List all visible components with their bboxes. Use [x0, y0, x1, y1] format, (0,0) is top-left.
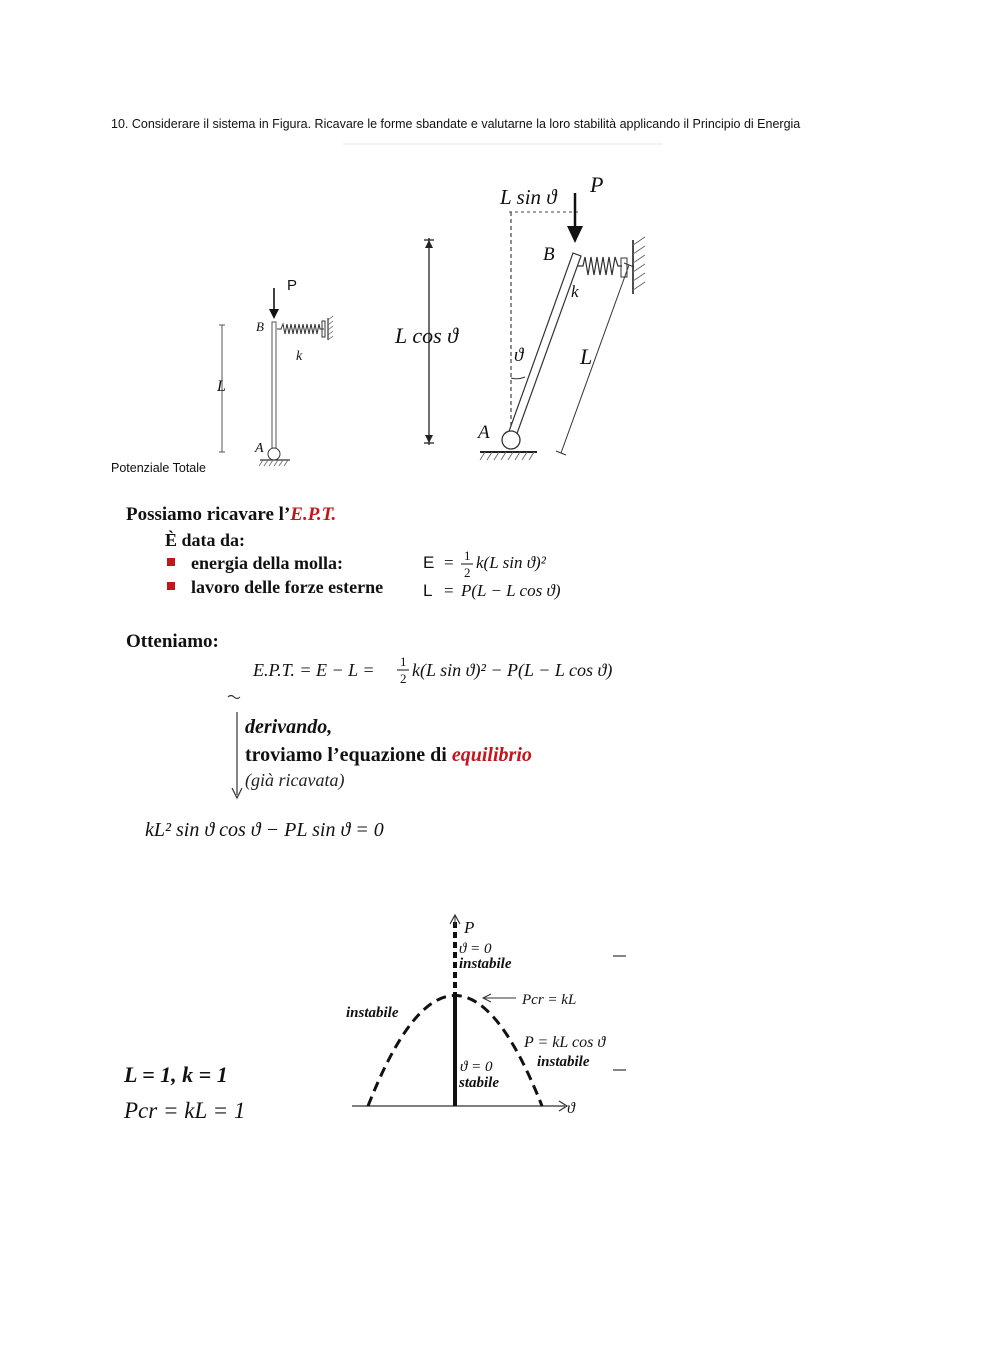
pcr-label: Pcr = kL: [522, 992, 577, 1008]
curve-equation: P = kL cos ϑ: [524, 1034, 606, 1051]
ept-lhs: E.P.T. = E − L =: [253, 660, 375, 680]
section-subtitle: Potenziale Totale: [111, 461, 206, 475]
energy-formula: k(L sin ϑ)²: [476, 553, 546, 572]
small-node-b-label: B: [256, 319, 264, 334]
already-derived-note: (già ricavata): [245, 770, 345, 790]
spring-energy-label: energia della molla:: [191, 553, 343, 573]
curve-state-label: instabile: [537, 1054, 590, 1070]
theta-axis-label: ϑ: [567, 1100, 575, 1117]
height-label: L cos ϑ: [395, 323, 458, 348]
spring: [578, 257, 622, 275]
ept-heading: [126, 504, 336, 526]
length-label: L: [580, 344, 593, 369]
energy-equals: =: [444, 553, 454, 572]
bifurcation-diagram: [0, 900, 700, 1130]
equilibrium-term: equilibrio: [451, 744, 532, 766]
full-frac-den: 2: [400, 671, 407, 686]
small-load-label: P: [287, 277, 298, 294]
spring-label: k: [571, 282, 579, 301]
bottom-theta-label: ϑ = 0: [460, 1059, 493, 1075]
ept-heading-text: Possiamo ricavare l’: [126, 504, 291, 525]
load-arrow: [567, 226, 583, 243]
work-formula: P(L − L cos ϑ): [461, 581, 561, 600]
external-work-label: lavoro delle forze esterne: [191, 577, 384, 597]
top-state-label: instabile: [459, 956, 512, 972]
ept-rhs: k(L sin ϑ)² − P(L − L cos ϑ): [412, 660, 613, 680]
structural-figures: [0, 0, 1000, 480]
small-pin-support: [268, 448, 280, 460]
node-a-label: A: [478, 422, 490, 443]
load-label: P: [590, 172, 604, 197]
small-column-figure: [216, 277, 333, 466]
p-axis-label: P: [464, 918, 475, 937]
small-node-a-label: A: [255, 441, 264, 456]
exercise-statement: 10. Considerare il sistema in Figura. Ricavare le forme sbandate e valutarne la loro stabilità applicando il Principio di Energia: [111, 117, 801, 131]
top-theta-label: ϑ = 0: [459, 941, 492, 957]
energy-symbol: E: [423, 553, 435, 572]
buckled-column-figure: [394, 172, 645, 460]
offset-label: L sin ϑ: [500, 185, 557, 209]
formula-block: [0, 540, 700, 860]
bottom-state-label: stabile: [459, 1075, 499, 1091]
small-load-arrow: [269, 309, 279, 319]
pcr-value: Pcr = kL = 1: [124, 1098, 246, 1123]
pin-support: [502, 431, 520, 449]
small-spring: [277, 324, 324, 334]
equilibrium-note-text: troviamo l’equazione di: [245, 744, 452, 766]
left-state-label: instabile: [346, 1005, 399, 1021]
ept-term: E.P.T.: [290, 504, 337, 525]
equilibrium-equation: kL² sin ϑ cos ϑ − PL sin ϑ = 0: [145, 819, 384, 841]
work-equals: =: [444, 581, 454, 600]
equilibrium-note: [245, 744, 532, 767]
small-column: [272, 322, 276, 448]
node-b-label: B: [543, 244, 555, 265]
frac-num: 1: [464, 548, 471, 563]
derivation-note: derivando,: [245, 716, 333, 738]
ept-given: È data da:: [165, 530, 246, 550]
obtained-heading: Otteniamo:: [126, 631, 219, 652]
angle-arc: [511, 377, 525, 379]
parameters-label: L = 1, k = 1: [124, 1062, 228, 1087]
work-symbol: L: [423, 581, 433, 600]
small-spring-label: k: [296, 349, 303, 364]
frac-den: 2: [464, 565, 471, 580]
full-frac-num: 1: [400, 654, 407, 669]
small-length-label: L: [217, 378, 226, 395]
angle-label: ϑ: [514, 345, 524, 366]
